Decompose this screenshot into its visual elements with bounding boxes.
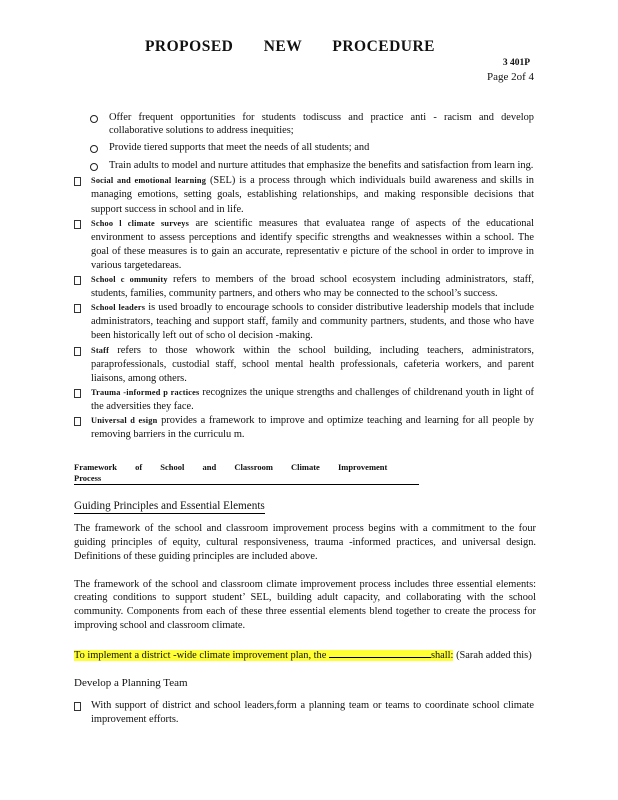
document-number: 3 401P bbox=[502, 58, 530, 68]
editor-note: (Sarah added this) bbox=[456, 649, 532, 661]
highlighted-text: To implement a district -wide climate improvement plan, the shall: bbox=[74, 650, 453, 661]
definition-item bbox=[91, 217, 534, 273]
sub-bullet-item: Offer frequent opportunities for students todiscuss and practice anti - racism and develop collaborative solutions to address inequities; bbox=[109, 112, 534, 137]
highlighted-instruction bbox=[74, 647, 536, 663]
definition-term: Staff bbox=[91, 345, 110, 355]
definition-term: Schoo l climate surveys bbox=[91, 218, 190, 228]
definition-text: are scientific measures that evaluatea range of aspects of the educational environment to assess perceptions and identify specific strengths and weaknesses within a school. The goal of these measures is to gain an accurate, representativ e picture of the school in order to improve in various targetedareas. bbox=[91, 217, 534, 271]
definition-item bbox=[91, 174, 534, 216]
definition-term: Trauma -informed p ractices bbox=[91, 387, 200, 397]
square-bullet-icon bbox=[74, 417, 81, 426]
circle-bullet-icon bbox=[90, 145, 98, 153]
definition-item bbox=[91, 301, 534, 343]
definition-text: refers to those whowork within the school building, including teachers, administrators, paraprofessionals, custodial staff, school mental health professionals, cafeteria workers, and parent liaisons, among others. bbox=[91, 344, 534, 384]
definition-item bbox=[91, 344, 534, 386]
square-bullet-icon bbox=[74, 220, 81, 229]
definition-text: provides a framework to improve and optimize teaching and learning for all people by removing barriers in the curriculu m. bbox=[91, 414, 534, 441]
square-bullet-icon bbox=[74, 304, 81, 313]
definition-term: Social and emotional learning bbox=[91, 176, 207, 186]
guiding-principles-heading: Guiding Principles and Essential Elements bbox=[74, 500, 265, 513]
square-bullet-icon bbox=[74, 177, 81, 186]
square-bullet-icon bbox=[74, 389, 81, 398]
definition-term: Universal d esign bbox=[91, 415, 158, 425]
sub-bullet-item: Train adults to model and nurture attitudes that emphasize the benefits and satisfaction from learn ing. bbox=[109, 160, 534, 173]
definition-item bbox=[91, 273, 534, 301]
definition-text: (SEL) is a process through which individuals build awareness and skills in managing emotions, setting goals, establishing relationships, and making responsible decisions that support success in school and in life. bbox=[91, 175, 534, 215]
definition-text: is used broadly to encourage schools to consider distributive leadership models that include administrators, teaching and support staff, family and community partners, students, and those who have been historically left out of scho ol decision -making. bbox=[91, 302, 534, 342]
page-title: PROPOSED NEW PROCEDURE bbox=[144, 38, 436, 55]
circle-bullet-icon bbox=[90, 115, 98, 123]
sub-bullet-item: Provide tiered supports that meet the needs of all students; and bbox=[109, 142, 534, 155]
paragraph-principles: The framework of the school and classroom improvement process begins with a commitment to the four guiding principles of equity, cultural responsiveness, trauma -informed practices, and universal design. Definitions of these guiding principles are included above. bbox=[74, 523, 536, 562]
square-bullet-icon bbox=[74, 702, 81, 711]
planning-team-heading: Develop a Planning Team bbox=[74, 676, 188, 689]
definition-term: School c ommunity bbox=[91, 275, 168, 285]
page-number: Page 2of 4 bbox=[486, 71, 534, 83]
definition-text: recognizes the unique strengths and challenges of childrenand youth in light of the adversities they face. bbox=[91, 386, 534, 412]
definition-item bbox=[91, 414, 534, 442]
definition-text: refers to members of the broad school ecosystem including administrators, staff, students, families, community partners, and others who may be connected to the school’s success. bbox=[91, 274, 534, 300]
definition-item bbox=[91, 386, 534, 414]
framework-heading: Framework of School and Classroom Climate Improvement Process bbox=[74, 462, 419, 485]
document-body bbox=[0, 112, 618, 727]
circle-bullet-icon bbox=[90, 163, 98, 171]
square-bullet-icon bbox=[74, 347, 81, 356]
paragraph-elements: The framework of the school and classroom climate improvement process includes three essential elements: creating conditions to support student’ SEL, building adult capacity, and collaborating with the school community. Components from each of these three essential elements blend together to create the process for improving school and classroom climate. bbox=[74, 578, 536, 631]
planning-bullet-item: With support of district and school leaders,form a planning team or teams to coordinate school climate improvement efforts. bbox=[91, 699, 534, 727]
square-bullet-icon bbox=[74, 276, 81, 285]
definition-term: School leaders bbox=[91, 303, 146, 313]
fill-in-blank bbox=[329, 647, 431, 658]
